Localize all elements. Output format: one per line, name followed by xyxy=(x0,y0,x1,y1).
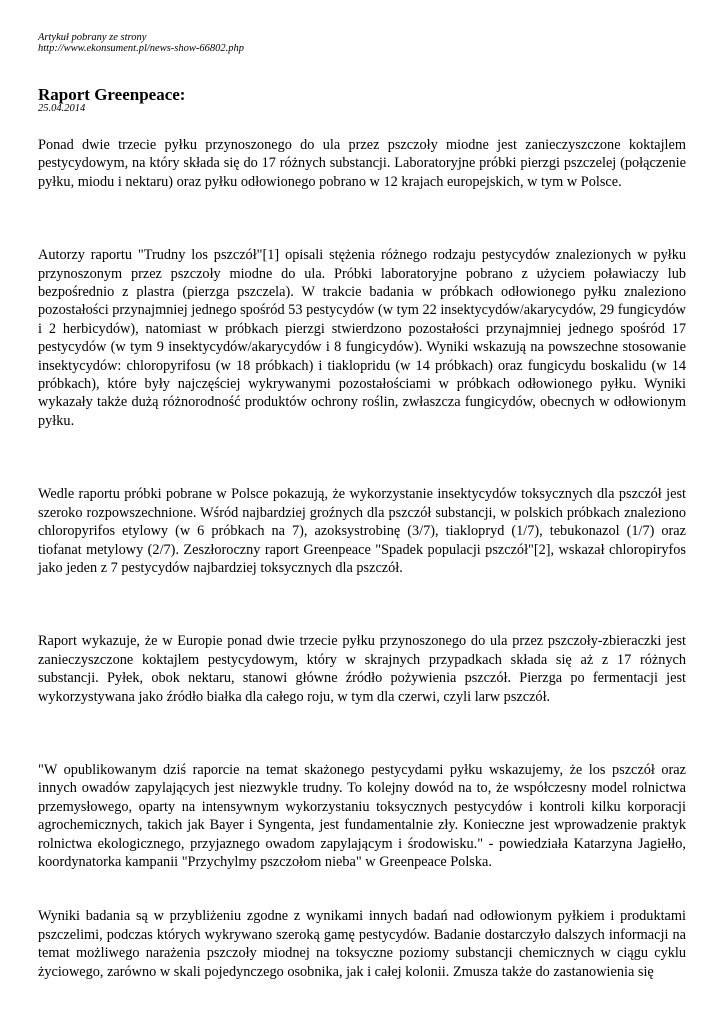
source-label: Artykuł pobrany ze strony xyxy=(38,32,147,43)
source-url: http://www.ekonsument.pl/news-show-66802.php xyxy=(38,43,245,54)
paragraph-4: Raport wykazuje, że w Europie ponad dwie trzecie pyłku przynoszonego do ula przez pszczoły-zbieraczki jest zanieczyszczone koktajlem pestycydowym, który w skrajnych przypadkach składa się aż z 17 różnych substancji. Pyłek, obok nektaru, stanowi główne źródło pożywienia pszczół. Pierzga po fermentacji jest wykorzystywana jako źródło białka dla całego roju, w tym dla czerwi, czyli larw pszczół. xyxy=(38,633,686,705)
source-note xyxy=(38,32,686,54)
document-page xyxy=(38,0,686,981)
paragraph-3: Wedle raportu próbki pobrane w Polsce pokazują, że wykorzystanie insektycydów toksycznych dla pszczół jest szeroko rozpowszechnione. Wśród najbardziej groźnych dla pszczół substancji, w polskich próbkach znaleziono chloropyrifos etylowy (w 6 próbkach na 7), azoksystrobinę (3/7), tiaklopryd (1/7), tebukonazol (1/7) oraz tiofanat metylowy (2/7). Zeszłoroczny raport Greenpeace "Spadek populacji pszczół"[2], wskazał chloropiryfos jako jeden z 7 pestycydów najbardziej toksycznych dla pszczół. xyxy=(38,486,686,576)
article-date: 25.04.2014 xyxy=(38,103,86,114)
paragraph-2: Autorzy raportu "Trudny los pszczół"[1] opisali stężenia różnego rodzaju pestycydów znalezionych w pyłku przynoszonym przez pszczoły miodne do ula. Próbki laboratoryjne pobrano z użyciem poławiaczy lub bezpośrednio z plastra (pierzga pszczela). W trakcie badania w próbkach odłowionego pyłku znaleziono pozostałości przynajmniej jednego spośród 53 pestycydów (w tym 22 insektycydów/akarycydów, 29 fungicydów i 2 herbicydów), natomiast w próbkach pierzgi stwierdzono pozostałości przynajmniej jednego spośród 17 pestycydów (w tym 9 insektycydów/akarycydów i 8 fungicydów). Wyniki wskazują na powszechne stosowanie insektycydów: chloropyrifosu (w 18 próbkach) i tiaklopridu (w 14 próbkach) oraz fungicydu boskalidu (w 14 próbkach), które były najczęściej wykrywanymi pozostałościami w próbkach odłowionego pyłku. Wyniki wykazały także dużą różnorodność produktów ochrony roślin, zwłaszcza fungicydów, obecnych w odłowionym pyłku. xyxy=(38,247,686,429)
paragraph-5: "W opublikowanym dziś raporcie na temat skażonego pestycydami pyłku wskazujemy, że los pszczół oraz innych owadów zapylających jest niezwykle trudny. To kolejny dowód na to, że współczesny model rolnictwa przemysłowego, oparty na intensywnym wykorzystaniu toksycznych pestycydów i kontroli kilku korporacji agrochemicznych, takich jak Bayer i Syngenta, jest fundamentalnie zły. Konieczne jest wprowadzenie praktyk rolnictwa ekologicznego, przyjaznego owadom zapylającym i środowisku." - powiedziała Katarzyna Jagiełło, koordynatorka kampanii "Przychylmy pszczołom nieba" w Greenpeace Polska. xyxy=(38,761,686,870)
paragraph-6: Wyniki badania są w przybliżeniu zgodne z wynikami innych badań nad odłowionym pyłkiem i produktami pszczelimi, podczas których wykrywano szeroką gamę pestycydów. Badanie dostarczyło dalszych informacji na temat możliwego narażenia pszczoły miodnej na toksyczne poziomy substancji chemicznych w ciągu cyklu życiowego, zarówno w skali pojedynczego osobnika, jak i całej kolonii. Zmusza także do zastanowienia się xyxy=(38,908,686,980)
paragraph-1: Ponad dwie trzecie pyłku przynoszonego do ula przez pszczoły miodne jest zanieczyszczone koktajlem pestycydowym, na który składa się do 17 różnych substancji. Laboratoryjne próbki pierzgi pszczelej (połączenie pyłku, miodu i nektaru) oraz pyłku odłowionego pobrano w 12 krajach europejskich, w tym w Polsce. xyxy=(38,137,686,190)
article-title: Raport Greenpeace: xyxy=(38,85,186,104)
